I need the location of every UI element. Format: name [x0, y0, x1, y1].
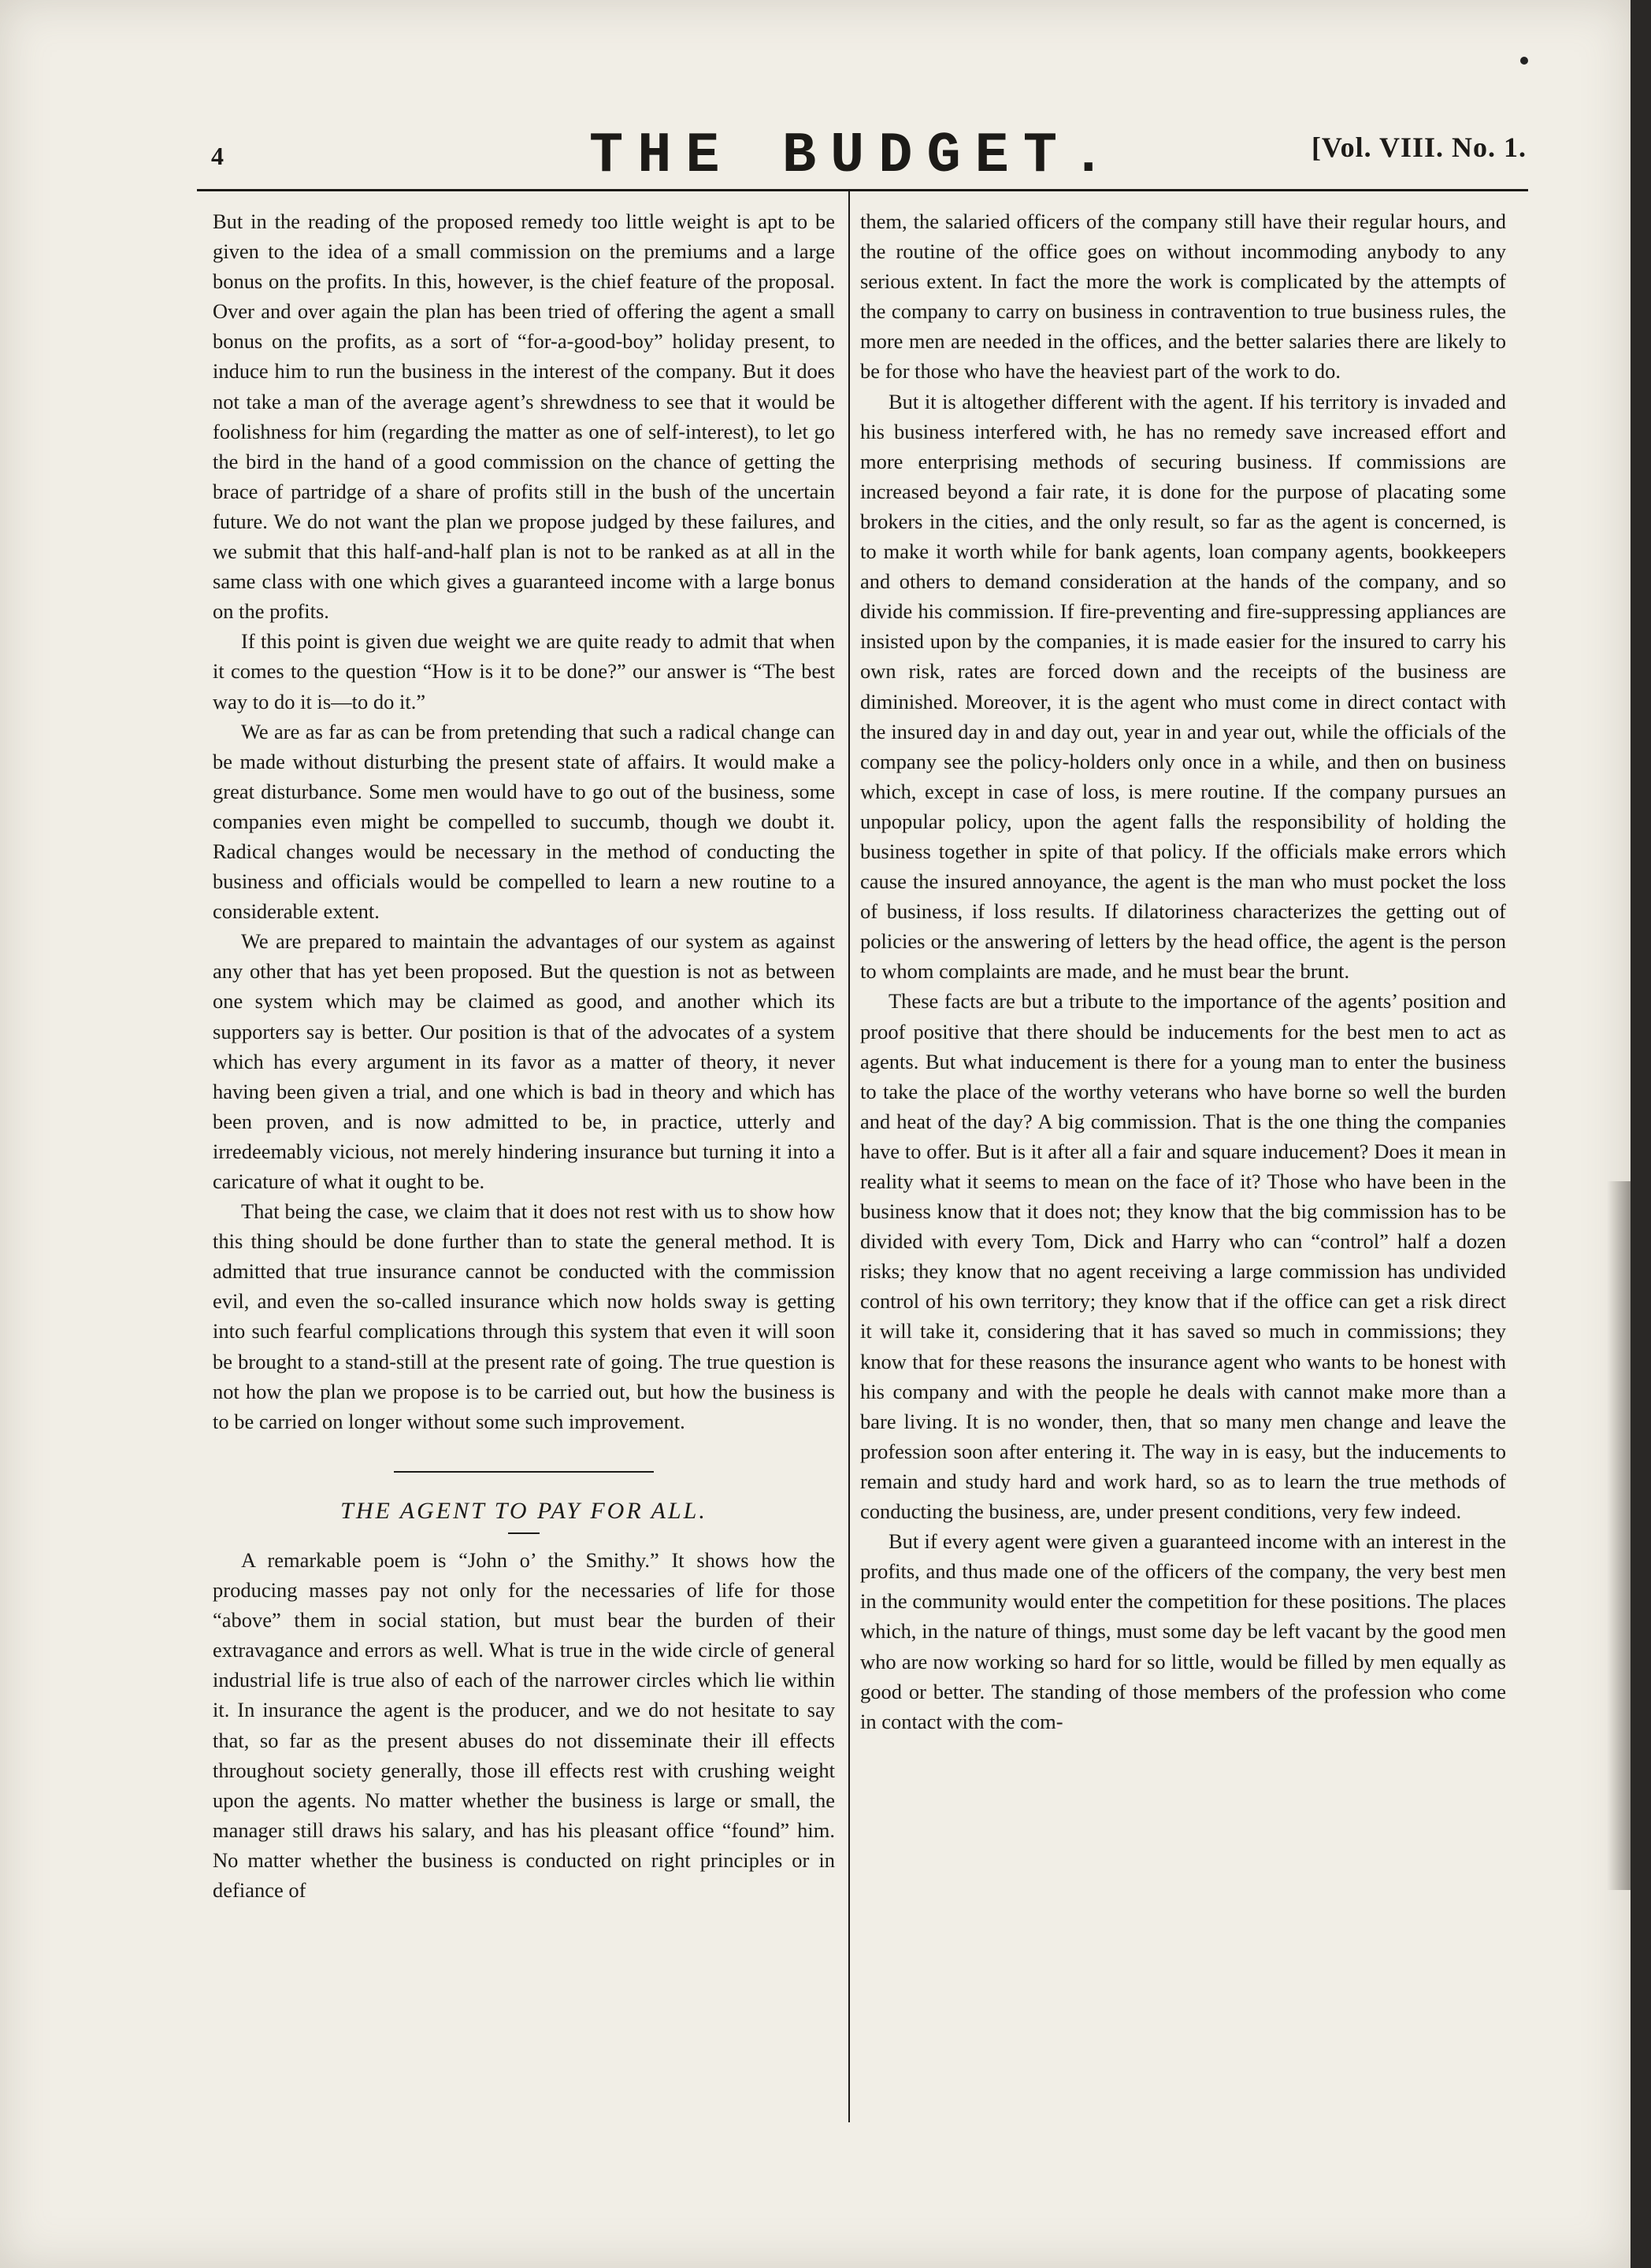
- section-divider: [394, 1471, 654, 1473]
- right-column: [860, 206, 1506, 1736]
- paragraph: That being the case, we claim that it does not rest with us to show how this thing should be done further than to state the general method. It is admitted that true insurance cannot be conducted with the commission evil, and even the so-called insurance which now holds sway is getting into such fearful complications through this system that even it will soon be brought to a stand-still at the present rate of going. The true question is not how the plan we propose is to be carried out, but how the business is to be carried on longer without some such improvement.: [213, 1199, 835, 1433]
- header-rule: [197, 189, 1528, 191]
- volume-number: [Vol. VIII. No. 1.: [1311, 132, 1527, 163]
- section-heading: THE AGENT TO PAY FOR ALL.: [340, 1497, 707, 1524]
- paragraph: These facts are but a tribute to the importance of the agents’ position and proof positive that there should be inducements for the best men to act as agents. But what inducement is there for a young man to enter the business to take the place of the worthy veterans who have borne so well the burden and heat of the day? A big commission. That is the one thing the companies have to offer. But is it after all a fair and square inducement? Does it mean in reality what it seems to mean on the face of it? Those who have been in the business know that it does not; they know that the big commission has to be divided with every Tom, Dick and Harry who can “control” half a dozen risks; they know that no agent receiving a large commission has undivided control of his own territory; they know that if the office can get a risk direct it will take it, considering that it has saved so much in commissions; they know that for these reasons the insurance agent who wants to be honest with his company and with the people he deals with cannot make more than a bare living. It is no wonder, then, that so many men change and leave the profession soon after entering it. The way in is easy, but the inducements to remain and study hard and work hard, so as to learn the true methods of conducting the business, are, under present conditions, very few indeed.: [860, 989, 1506, 1524]
- paragraph: But in the reading of the proposed remedy too little weight is apt to be given to the idea of a small commission on the premiums and a large bonus on the profits. In this, however, is the chief feature of the proposal. Over and over again the plan has been tried of offering the agent a small bonus on the profits, as a sort of “for-a-good-boy” holiday present, to induce him to run the business in the interest of the company. But it does not take a man of the average agent’s shrewdness to see that it would be foolishness for him (regarding the matter as one of self-interest), to let go the bird in the hand of a good commission on the chance of getting the brace of partridge of a share of profits still in the bush of the uncertain future. We do not want the plan we propose judged by these failures, and we submit that this half-and-half plan is not to be ranked as at all in the same class with one which gives a guaranteed income with a large bonus on the profits.: [213, 209, 835, 624]
- paragraph: We are prepared to maintain the advantages of our system as against any other that has yet been proposed. But the question is not as between one system which may be claimed as good, and another which its supporters say is better. Our position is that of the advocates of a system which has every argument in its favor as a matter of theory, it never having been given a trial, and one which is bad in theory and which has been proven, and is now admitted to be, in practice, utterly and irredeemably vicious, not merely hindering insurance but turning it into a caricature of what it ought to be.: [213, 929, 835, 1193]
- heading-underline: [508, 1532, 540, 1534]
- left-column: [213, 206, 835, 1905]
- page-edge-shadow: [1607, 1181, 1631, 1890]
- paragraph: But it is altogether different with the agent. If his territory is invaded and his business interfered with, he has no remedy save increased effort and more enterprising methods of securing business. If commissions are increased beyond a fair rate, it is done for the purpose of placating some brokers in the cities, and the only result, so far as the agent is concerned, is to make it worth while for bank agents, loan company agents, bookkeepers and others to demand consideration at the hands of the company, and so divide his commission. If fire-preventing and fire-suppressing appliances are insisted upon by the companies, it is made easier for the insured to carry his own risk, rates are forced down and the receipts of the business are diminished. Moreover, it is the agent who must come in direct contact with the insured day in and day out, year in and year out, while the officials of the company see the policy-holders only once in a while, and then on business which, except in case of loss, is mere routine. If the company pursues an unpopular policy, upon the agent falls the responsibility of holding the business together in spite of that policy. If the officials make errors which cause the insured annoyance, the agent is the man who must pocket the loss of business, if loss results. If dilatoriness characterizes the getting out of policies or the answering of letters by the head office, the agent is the person to whom complaints are made, and he must bear the brunt.: [860, 389, 1506, 984]
- paragraph: If this point is given due weight we are quite ready to admit that when it comes to the question “How is it to be done?” our answer is “The best way to do it is—to do it.”: [213, 629, 835, 713]
- paragraph: We are as far as can be from pretending that such a radical change can be made without disturbing the present state of affairs. It would make a great disturbance. Some men would have to go out of the business, some companies even might be compelled to succumb, though we doubt it. Radical changes would be necessary in the method of conducting the business and officials would be compelled to learn a new routine to a considerable extent.: [213, 719, 835, 924]
- paragraph: But if every agent were given a guaranteed income with an interest in the profits, and thus made one of the officers of the company, the very best men in the community would enter the competition for these positions. The places which, in the nature of things, must some day be left vacant by the good men who are now working so hard for so little, would be filled by men equally as good or better. The standing of those members of the profession who come in contact with the com-: [860, 1529, 1506, 1733]
- masthead-title: THE BUDGET.: [589, 124, 1120, 188]
- column-rule: [848, 189, 850, 2122]
- ink-speck: [1520, 57, 1528, 65]
- page-header: [211, 118, 1527, 188]
- paragraph: them, the salaried officers of the company still have their regular hours, and the routine of the office goes on without incommoding anybody to any serious extent. In fact the more the work is complicated by the attempts of the company to carry on business in contravention to true business rules, the more men are needed in the offices, and the better salaries there are likely to be for those who have the heaviest part of the work to do.: [860, 209, 1506, 384]
- page-number: 4: [211, 142, 224, 170]
- paragraph: A remarkable poem is “John o’ the Smithy.” It shows how the producing masses pay not only for the necessaries of life for those “above” them in social station, but must bear the burden of their extravagance and errors as well. What is true in the wide circle of general industrial life is true also of each of the narrower circles which lie within it. In insurance the agent is the producer, and we do not hesitate to say that, so far as the present abuses do not disseminate their ill effects throughout society generally, those ill effects rest with crushing weight upon the agents. No matter whether the business is large or small, the manager still draws his salary, and has his pleasant office “found” him. No matter whether the business is conducted on right principles or in defiance of: [213, 1547, 835, 1902]
